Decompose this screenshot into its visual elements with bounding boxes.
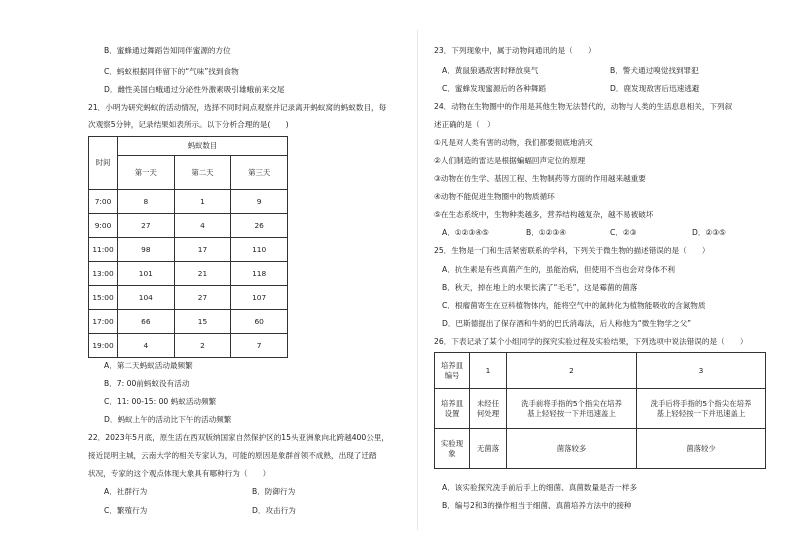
table-cell: 2 (174, 334, 231, 358)
q24-stem-line1: 24．动物在生物圈中的作用是其他生物无法替代的，动物与人类的生活息息相关，下列叙 (434, 102, 733, 111)
q24-stem-line2: 述正确的是（ ） (434, 120, 495, 129)
cell-text: 洗手后将手指的5个指尖在培养 (650, 399, 752, 409)
q21-ant-table (88, 136, 288, 358)
table-header-time: 时间 (89, 137, 118, 190)
cell-text: 何处理 (476, 408, 500, 418)
table-cell: 19:00 (89, 334, 118, 358)
setting-cell-3 (637, 389, 766, 429)
q26-experiment-table (434, 352, 766, 469)
table-cell: 107 (231, 286, 288, 310)
q20-option-d: D．雌性美国白蛾通过分泌性外激素吸引雄蛾前来交尾 (104, 85, 285, 94)
cell-text: 基上轻轻按一下并迅速盖上 (527, 408, 616, 418)
q25-stem: 25．生物是一门和生活紧密联系的学科，下列关于微生物的描述错误的是（ ） (434, 246, 710, 255)
q20-option-b: B．蜜蜂通过舞蹈告知同伴蜜源的方位 (104, 46, 231, 55)
table-row (89, 238, 288, 262)
q23-option-c: C．蜜蜂发现蜜源后的各种舞蹈 (442, 84, 547, 93)
q26-stem: 26．下表记录了某个小组同学的探究实验过程及实验结果，下列选项中说法错误的是（ ） (434, 337, 748, 346)
q21-stem-line1: 21．小明为研究蚂蚁的活动情况，选择不同时间点观察并记录离开蚂蚁窝的蚂蚁数目，每 (88, 103, 387, 112)
dish-number-1: 1 (470, 353, 507, 389)
cell-text: 洗手前将手指的5个指尖在培养 (521, 399, 622, 409)
row-header-dish-number (435, 353, 470, 389)
q22-option-b: B．防御行为 (252, 487, 296, 496)
table-row (89, 334, 288, 358)
column-divider (417, 30, 418, 530)
setting-cell-1 (470, 389, 507, 429)
q24-item-2: ②人们制造的雷达是根据蝙蝠回声定位的原理 (434, 156, 586, 165)
q26-option-b: B．编号2和3的操作相当于细菌、真菌培养方法中的接种 (442, 501, 632, 510)
q21-option-c: C．11: 00-15: 00 蚂蚁活动频繁 (104, 397, 217, 406)
table-header-ant-count: 蚂蚁数目 (118, 137, 288, 156)
table-cell: 7:00 (89, 190, 118, 214)
table-cell: 9:00 (89, 214, 118, 238)
table-cell: 11:00 (89, 238, 118, 262)
header-text: 象 (448, 448, 456, 458)
q23-option-b: B．警犬通过嗅觉找到罪犯 (610, 66, 699, 75)
header-text: 设置 (444, 408, 460, 418)
table-cell: 27 (118, 214, 175, 238)
q21-option-b: B．7: 00前蚂蚁没有活动 (104, 379, 190, 388)
cell-text: 基上轻轻按一下并迅速盖上 (656, 408, 746, 418)
setting-cell-2 (507, 389, 637, 429)
table-cell: 4 (174, 214, 231, 238)
table-cell: 104 (118, 286, 175, 310)
table-cell: 118 (231, 262, 288, 286)
table-cell: 27 (174, 286, 231, 310)
q26-option-a: A．该实验探究洗手前后手上的细菌、真菌数量是否一样多 (442, 483, 638, 492)
table-cell: 60 (231, 310, 288, 334)
dish-number-3: 3 (637, 353, 766, 389)
q24-item-5: ⑤在生态系统中，生物种类越多，营养结构越复杂，越不易被破坏 (434, 210, 654, 219)
q24-item-1: ①凡是对人类有害的动物，我们都要彻底地消灭 (434, 138, 593, 147)
table-cell: 1 (174, 190, 231, 214)
q22-option-a: A．社群行为 (104, 487, 148, 496)
table-row (89, 214, 288, 238)
q23-option-d: D．鹿发现敌害后迅速逃避 (610, 84, 700, 93)
table-header-day2: 第二天 (174, 156, 231, 190)
q21-option-d: D．蚂蚁上午的活动比下午的活动频繁 (104, 415, 232, 424)
q20-option-c: C．蚂蚁根据同伴留下的“气味”找到食物 (104, 67, 239, 76)
table-cell: 13:00 (89, 262, 118, 286)
table-cell: 7 (231, 334, 288, 358)
q24-option-b: B．①②③④ (526, 228, 567, 237)
header-text: 编号 (444, 370, 460, 380)
table-cell: 15 (174, 310, 231, 334)
header-text: 培养皿 (440, 399, 464, 409)
cell-text: 未经任 (476, 399, 500, 409)
q22-stem-line3: 状况，专家的这个观点体现大象具有哪种行为（ ） (88, 469, 271, 478)
q24-option-c: C．②③ (610, 228, 637, 237)
q25-option-c: C．根瘤菌寄生在豆科植物体内，能将空气中的氮转化为植物能吸收的含氮物质 (442, 301, 706, 310)
q25-option-a: A．抗生素是有些真菌产生的，虽能治病，但使用不当也会对身体不利 (442, 265, 676, 274)
table-cell: 4 (118, 334, 175, 358)
row-header-result (435, 429, 470, 469)
q24-option-a: A．①②③④⑤ (442, 228, 489, 237)
table-cell: 9 (231, 190, 288, 214)
table-row (89, 286, 288, 310)
q24-item-4: ④动物不能促进生物圈中的物质循环 (434, 192, 555, 201)
result-cell-1: 无菌落 (470, 429, 507, 469)
q22-stem-line1: 22．2023年5月底，原生活在西双版纳国家自然保护区的15头亚洲象向北跨越400公里， (88, 433, 389, 442)
table-cell: 66 (118, 310, 175, 334)
header-text: 培养皿 (440, 361, 464, 371)
result-cell-3: 菌落较少 (637, 429, 766, 469)
table-cell: 15:00 (89, 286, 118, 310)
q23-option-a: A．黄鼠狼遇敌害时释放臭气 (442, 66, 539, 75)
table-row (89, 190, 288, 214)
table-cell: 17:00 (89, 310, 118, 334)
q24-option-d: D．②③⑤ (692, 228, 726, 237)
row-header-dish-setting (435, 389, 470, 429)
table-row (89, 310, 288, 334)
table-cell: 21 (174, 262, 231, 286)
q24-item-3: ③动物在仿生学、基因工程、生物制药等方面的作用越来越重要 (434, 174, 646, 183)
table-header-day1: 第一天 (118, 156, 175, 190)
table-row (89, 262, 288, 286)
dish-number-2: 2 (507, 353, 637, 389)
q21-option-a: A．第二天蚂蚁活动最频繁 (104, 361, 193, 370)
table-cell: 98 (118, 238, 175, 262)
table-cell: 101 (118, 262, 175, 286)
q21-stem-line2: 次观察5分钟，记录结果如表所示。以下分析合理的是( ) (88, 120, 289, 129)
q22-option-d: D．攻击行为 (252, 506, 296, 515)
table-cell: 17 (174, 238, 231, 262)
q25-option-b: B．秋天，掉在地上的水果长满了“毛毛”，这是霉菌的菌落 (442, 283, 638, 292)
table-cell: 26 (231, 214, 288, 238)
table-cell: 110 (231, 238, 288, 262)
result-cell-2: 菌落较多 (507, 429, 637, 469)
table-header-day3: 第三天 (231, 156, 288, 190)
header-text: 实验现 (440, 439, 464, 449)
q23-stem: 23．下列现象中，属于动物间通讯的是（ ） (434, 46, 596, 55)
q25-option-d: D．巴斯德提出了保存酒和牛奶的巴氏消毒法，后人称他为“微生物学之父” (442, 319, 692, 328)
q22-option-c: C．繁殖行为 (104, 506, 148, 515)
q22-stem-line2: 接近昆明主城，云南大学的相关专家认为，可能的原因是象群首领不成熟，出现了迁踏 (88, 451, 377, 460)
table-cell: 8 (118, 190, 175, 214)
